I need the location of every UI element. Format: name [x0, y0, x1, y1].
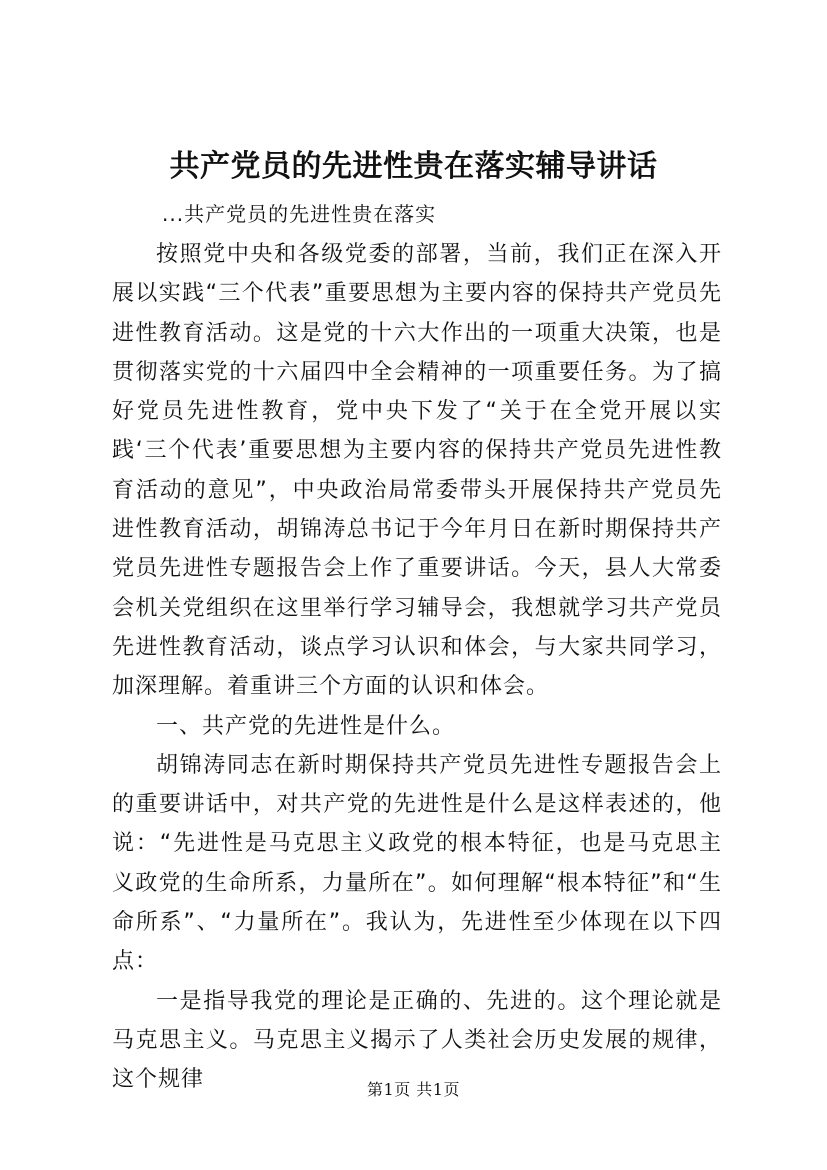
- document-subtitle: ...共产党员的先进性贵在落实: [162, 202, 437, 226]
- document-title: 共产党员的先进性贵在落实辅导讲话: [169, 149, 658, 184]
- paragraph: 按照党中央和各级党委的部署，当前，我们正在深入开展以实践“三个代表”重要思想为主要内容的保持共产党员先进性教育活动。这是党的十六大作出的一项重大决策，也是贯彻落实党的十六届四中全会精神的一项重要任务。为了搞好党员先进性教育，党中央下发了“关于在全党开展以实践‘三个代表’重要思想为主要内容的保持共产党员先进性教育活动的意见”，中央政治局常委带头开展保持共产党员先进性教育活动，胡锦涛总书记于今年月日在新时期保持共产党员先进性专题报告会上作了重要讲话。今天，县人大常委会机关党组织在这里举行学习辅导会，我想就学习共产党员先进性教育活动，谈点学习认识和体会，与大家共同学习，加深理解。着重讲三个方面的认识和体会。: [112, 242, 722, 700]
- document-body: [112, 235, 722, 1100]
- paragraph: 胡锦涛同志在新时期保持共产党员先进性专题报告会上的重要讲话中，对共产党的先进性是什么是这样表述的，他说：“先进性是马克思主义政党的根本特征，也是马克思主义政党的生命所系，力量所在”。如何理解“根本特征”和“生命所系”、“力量所在”。我认为，先进性至少体现在以下四点：: [112, 752, 722, 975]
- page-footer: 第1页 共1页: [367, 1080, 460, 1099]
- paragraph: 一是指导我党的理论是正确的、先进的。这个理论就是马克思主义。马克思主义揭示了人类社会历史发展的规律，这个规律: [112, 988, 722, 1093]
- section-heading: 一、共产党的先进性是什么。: [156, 713, 456, 739]
